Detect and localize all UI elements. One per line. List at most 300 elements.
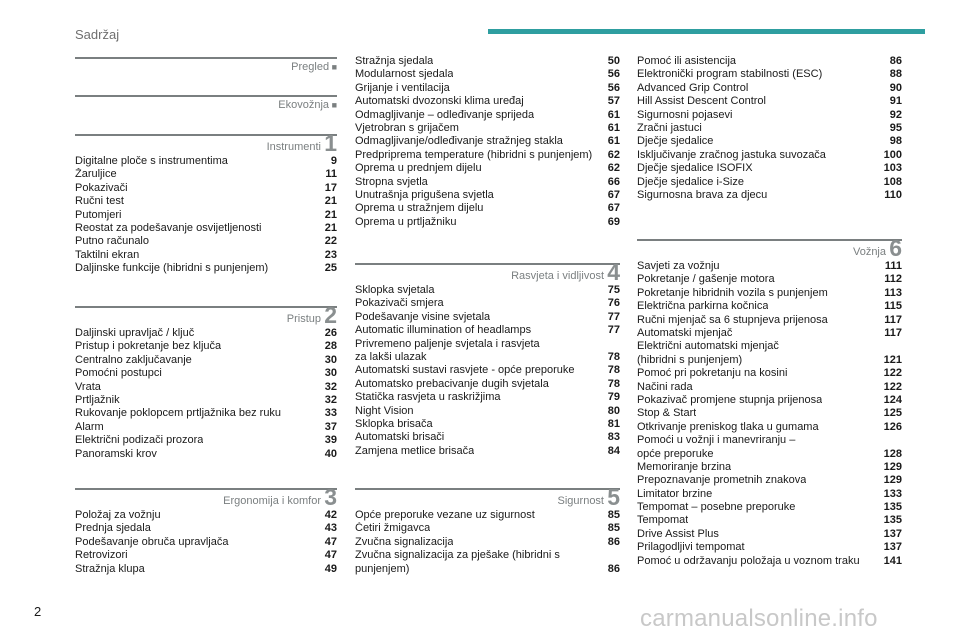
toc-entry[interactable] — [355, 522, 620, 535]
toc-entry[interactable] — [355, 391, 620, 404]
toc-entry-title: Dječje sjedalice i-Size — [637, 175, 744, 188]
toc-entry[interactable] — [355, 364, 620, 377]
toc-entry[interactable] — [355, 135, 620, 148]
toc-entry-list — [75, 327, 337, 461]
toc-entry-title: Zvučna signalizacija — [355, 535, 454, 548]
toc-entry[interactable] — [355, 122, 620, 135]
section-title — [558, 495, 604, 507]
section-heading — [75, 130, 337, 156]
toc-entry-page: 86 — [607, 535, 620, 548]
toc-entry[interactable] — [637, 55, 902, 68]
toc-entry[interactable] — [355, 202, 620, 215]
toc-entry-title: Stražnja klupa — [75, 562, 145, 575]
section-heading — [355, 259, 620, 285]
chapter-number: 4 — [607, 259, 620, 285]
toc-entry[interactable] — [355, 338, 620, 365]
toc-entry-title: Automatic illumination of headlamps — [355, 324, 532, 337]
toc-entry[interactable] — [355, 216, 620, 229]
toc-entry-page: 30 — [324, 367, 337, 380]
toc-entry-title: Vjetrobran s grijačem — [355, 121, 459, 134]
toc-entry[interactable] — [637, 135, 902, 148]
toc-entry-title: Ručni mjenjač sa 6 stupnjeva prijenosa — [637, 313, 828, 326]
toc-entry-title: Predpriprema temperature (hibridni s punjenjem) — [355, 148, 593, 161]
toc-entry-page: 90 — [889, 81, 902, 94]
toc-entry-page: 56 — [607, 81, 620, 94]
toc-entry-page: 111 — [884, 259, 902, 272]
toc-entry-title: Pomoć pri pokretanju na kosini — [637, 367, 788, 380]
toc-entry[interactable] — [637, 176, 902, 189]
toc-entry[interactable] — [637, 122, 902, 135]
section-title-text: Sigurnost — [557, 495, 604, 507]
toc-entry-line-2 — [355, 563, 620, 576]
toc-entry-page: 69 — [607, 215, 620, 228]
toc-entry[interactable] — [355, 431, 620, 444]
toc-entry-title: Advanced Grip Control — [637, 81, 749, 94]
toc-entry-title: Prepoznavanje prometnih znakova — [637, 474, 807, 487]
toc-section — [355, 484, 620, 576]
toc-entry-title: Električna parkirna kočnica — [637, 300, 769, 313]
toc-entry-title: Modularnost sjedala — [355, 68, 454, 81]
section-title-text: Pristup — [286, 313, 321, 325]
toc-entry[interactable] — [355, 418, 620, 431]
toc-entry-title: Ručni test — [75, 195, 124, 208]
toc-entry-title: Automatski dvozonski klima uređaj — [355, 95, 524, 108]
toc-entry-title: Opće preporuke vezane uz sigurnost — [355, 508, 535, 521]
toc-entry-page: 79 — [607, 391, 620, 404]
toc-entry-title: Sigurnosna brava za djecu — [637, 188, 768, 201]
toc-entry[interactable] — [637, 555, 902, 568]
toc-entry-title: Podešavanje obruča upravljača — [75, 535, 229, 548]
watermark: carmanualsonline.info — [640, 605, 878, 632]
toc-entry-title: Pokazivač promjene stupnja prijenosa — [637, 393, 823, 406]
toc-entry-title: Stop & Start — [637, 407, 697, 420]
toc-entry[interactable] — [637, 421, 902, 434]
toc-entry-title-line-1: Električni automatski mjenjač — [637, 340, 779, 353]
toc-entry-page: 30 — [324, 353, 337, 366]
toc-entry-page: 133 — [883, 487, 902, 500]
section-title-text: Ekovožnja — [278, 99, 330, 111]
toc-section — [75, 95, 337, 114]
toc-entry-page: 125 — [883, 407, 902, 420]
toc-entry-page: 81 — [607, 417, 620, 430]
toc-entry-page: 23 — [324, 248, 337, 261]
toc-entry[interactable] — [75, 249, 337, 262]
toc-entry[interactable] — [355, 509, 620, 522]
toc-entry-title: Rukovanje poklopcem prtljažnika bez ruku — [75, 407, 282, 420]
toc-section — [75, 57, 337, 76]
section-bullet-icon: ■ — [329, 62, 337, 72]
toc-entry-page: 61 — [607, 108, 620, 121]
toc-entry-page: 56 — [607, 68, 620, 81]
toc-entry-title: Podešavanje visine svjetala — [355, 310, 491, 323]
toc-entry-page: 121 — [883, 353, 902, 366]
toc-entry-page: 33 — [324, 407, 337, 420]
toc-entry-page: 117 — [884, 313, 902, 326]
toc-entry-title: Stražnja sjedala — [355, 54, 434, 67]
toc-entry-title: Elektronički program stabilnosti (ESC) — [637, 68, 823, 81]
toc-entry[interactable] — [637, 501, 902, 514]
toc-entry-title: Pokazivači — [75, 181, 128, 194]
section-title — [511, 270, 604, 282]
toc-entry-page: 25 — [324, 262, 337, 275]
toc-entry[interactable] — [637, 300, 902, 313]
toc-entry[interactable] — [75, 182, 337, 195]
toc-entry[interactable] — [355, 445, 620, 458]
toc-entry-title: Reostat za podešavanje osvijetljenosti — [75, 221, 262, 234]
toc-entry[interactable] — [355, 95, 620, 108]
toc-entry[interactable] — [637, 461, 902, 474]
toc-entry[interactable] — [75, 536, 337, 549]
toc-entry-title: Sklopka brisača — [355, 417, 433, 430]
toc-entry-title: Hill Assist Descent Control — [637, 95, 766, 108]
section-title — [291, 61, 337, 73]
toc-section — [355, 55, 620, 229]
toc-entry-title: Odmagljivanje/odleđivanje stražnjeg stakla — [355, 135, 563, 148]
toc-entry-title: Oprema u prtljažniku — [355, 215, 457, 228]
toc-entry-page: 78 — [607, 364, 620, 377]
toc-entry[interactable] — [637, 407, 902, 420]
toc-entry[interactable] — [637, 541, 902, 554]
toc-entry-title: Savjeti za vožnju — [637, 259, 720, 272]
toc-entry-page: 67 — [607, 188, 620, 201]
toc-entry[interactable] — [355, 536, 620, 549]
toc-entry-title: Prtljažnik — [75, 393, 120, 406]
toc-entry[interactable] — [637, 514, 902, 527]
toc-entry-page: 129 — [883, 474, 902, 487]
toc-entry[interactable] — [637, 314, 902, 327]
toc-entry-page: 43 — [324, 522, 337, 535]
toc-entry[interactable] — [75, 434, 337, 447]
toc-entry-page: 49 — [324, 562, 337, 575]
section-title-text: Instrumenti — [266, 141, 321, 153]
chapter-number: 6 — [889, 235, 902, 261]
toc-entry-title: Dječje sjedalice — [637, 135, 714, 148]
toc-entry-page: 137 — [883, 527, 902, 540]
toc-entry[interactable] — [355, 284, 620, 297]
chapter-number: 5 — [607, 484, 620, 510]
section-heading — [637, 235, 902, 261]
toc-entry-page: 83 — [607, 431, 620, 444]
toc-entry-page: 108 — [883, 175, 902, 188]
toc-entry[interactable] — [355, 55, 620, 68]
toc-entry[interactable] — [637, 394, 902, 407]
toc-entry-title: Automatski mjenjač — [637, 326, 733, 339]
toc-entry[interactable] — [75, 522, 337, 535]
toc-entry-title: Putomjeri — [75, 208, 122, 221]
toc-entry-title-line-2: za lakši ulazak — [355, 350, 427, 363]
toc-entry[interactable] — [355, 324, 620, 337]
toc-entry[interactable] — [355, 162, 620, 175]
toc-entry-page: 21 — [324, 195, 337, 208]
toc-entry-page: 9 — [330, 154, 337, 167]
toc-entry-title: Načini rada — [637, 380, 693, 393]
toc-entry[interactable] — [637, 82, 902, 95]
toc-entry-page: 62 — [607, 162, 620, 175]
toc-entry[interactable] — [355, 189, 620, 202]
toc-entry-title: Centralno zaključavanje — [75, 353, 192, 366]
section-title-text: Vožnja — [852, 246, 886, 258]
toc-entry-title: Sigurnosni pojasevi — [637, 108, 733, 121]
toc-entry-page: 103 — [883, 162, 902, 175]
toc-entry-page: 137 — [883, 541, 902, 554]
toc-entry[interactable] — [75, 168, 337, 181]
toc-entry-title: Memoriranje brzina — [637, 460, 732, 473]
section-title — [287, 313, 321, 325]
toc-entry[interactable] — [355, 68, 620, 81]
toc-entry[interactable] — [637, 95, 902, 108]
toc-entry-title: Limitator brzine — [637, 487, 713, 500]
toc-entry-page: 88 — [889, 68, 902, 81]
toc-entry-page: 110 — [884, 188, 902, 201]
toc-entry-title: Automatsko prebacivanje dugih svjetala — [355, 377, 549, 390]
toc-section — [355, 259, 620, 458]
toc-entry-page: 91 — [889, 95, 902, 108]
toc-entry[interactable] — [355, 176, 620, 189]
toc-entry[interactable] — [75, 563, 337, 576]
toc-entry-title: Drive Assist Plus — [637, 527, 719, 540]
section-title — [223, 495, 321, 507]
toc-section — [637, 55, 902, 202]
toc-entry[interactable] — [637, 434, 902, 461]
toc-entry-page: 57 — [607, 95, 620, 108]
toc-entry[interactable] — [355, 109, 620, 122]
toc-entry[interactable] — [75, 195, 337, 208]
toc-entry-title: Digitalne ploče s instrumentima — [75, 154, 228, 167]
toc-entry-title: Električni podizači prozora — [75, 434, 204, 447]
toc-entry[interactable] — [355, 549, 620, 576]
toc-entry[interactable] — [637, 68, 902, 81]
toc-entry-title-line-1: Pomoći u vožnji i manevriranju – — [637, 434, 796, 447]
toc-entry-page: 135 — [883, 501, 902, 514]
section-heading — [355, 484, 620, 510]
toc-entry[interactable] — [75, 222, 337, 235]
toc-entry-line-2 — [355, 351, 620, 364]
toc-entry-title: Panoramski krov — [75, 447, 157, 460]
toc-entry-title: Odmagljivanje – odleđivanje sprijeda — [355, 108, 535, 121]
toc-entry[interactable] — [75, 155, 337, 168]
toc-entry-page: 77 — [607, 310, 620, 323]
toc-entry[interactable] — [355, 149, 620, 162]
toc-entry-page: 141 — [883, 554, 902, 567]
toc-entry[interactable] — [355, 405, 620, 418]
toc-entry-page: 21 — [324, 208, 337, 221]
toc-entry-page: 129 — [883, 460, 902, 473]
toc-entry-title: Pokazivači smjera — [355, 297, 444, 310]
toc-section — [75, 130, 337, 276]
toc-entry[interactable] — [637, 109, 902, 122]
section-heading — [75, 302, 337, 328]
section-heading — [75, 484, 337, 510]
toc-entry-title: Pristup i pokretanje bez ključa — [75, 340, 222, 353]
toc-entry-list — [637, 55, 902, 202]
toc-entry-page: 98 — [889, 135, 902, 148]
toc-entry[interactable] — [75, 394, 337, 407]
toc-entry-page: 78 — [607, 377, 620, 390]
toc-entry-page: 126 — [883, 420, 902, 433]
toc-entry[interactable] — [75, 235, 337, 248]
toc-entry-title: Pomoć ili asistencija — [637, 54, 737, 67]
toc-entry[interactable] — [637, 488, 902, 501]
toc-entry-title: Night Vision — [355, 404, 414, 417]
toc-entry[interactable] — [637, 381, 902, 394]
toc-entry-line-2 — [637, 448, 902, 461]
toc-entry-page: 37 — [324, 420, 337, 433]
toc-entry-page: 11 — [325, 168, 337, 181]
toc-entry-page: 100 — [883, 148, 902, 161]
toc-entry[interactable] — [75, 381, 337, 394]
toc-entry-title: Daljinske funkcije (hibridni s punjenjem) — [75, 262, 269, 275]
section-title — [267, 141, 321, 153]
toc-entry-title: Zamjena metlice brisača — [355, 444, 475, 457]
toc-entry[interactable] — [637, 340, 902, 367]
toc-entry[interactable] — [75, 421, 337, 434]
toc-entry[interactable] — [75, 367, 337, 380]
toc-entry-page: 66 — [607, 175, 620, 188]
toc-entry-page: 47 — [324, 549, 337, 562]
toc-entry-list — [75, 509, 337, 576]
toc-entry-page: 112 — [884, 273, 902, 286]
toc-entry-page: 17 — [324, 181, 337, 194]
toc-entry-page: 77 — [607, 324, 620, 337]
toc-entry-page: 67 — [607, 202, 620, 215]
toc-entry-list — [355, 509, 620, 576]
toc-entry[interactable] — [637, 260, 902, 273]
toc-entry-title: Žaruljice — [75, 168, 117, 181]
toc-entry-title: Stropna svjetla — [355, 175, 428, 188]
toc-section — [75, 484, 337, 576]
toc-entry-page: 39 — [324, 434, 337, 447]
toc-entry[interactable] — [75, 448, 337, 461]
toc-entry[interactable] — [355, 378, 620, 391]
toc-entry[interactable] — [637, 162, 902, 175]
toc-entry-title: Tempomat — [637, 514, 689, 527]
toc-entry-title: Daljinski upravljač / ključ — [75, 326, 195, 339]
toc-entry-page: 62 — [607, 148, 620, 161]
toc-entry-title-line-2: opće preporuke — [637, 447, 714, 460]
toc-entry-title-line-1: Privremeno paljenje svjetala i rasvjeta — [355, 337, 540, 350]
chapter-number: 3 — [324, 484, 337, 510]
toc-entry[interactable] — [355, 297, 620, 310]
toc-entry-page: 84 — [607, 444, 620, 457]
toc-entry[interactable] — [75, 509, 337, 522]
toc-entry-page: 26 — [324, 326, 337, 339]
toc-entry-page: 85 — [607, 522, 620, 535]
toc-entry[interactable] — [75, 209, 337, 222]
toc-section — [75, 302, 337, 461]
toc-entry[interactable] — [637, 367, 902, 380]
toc-entry[interactable] — [637, 149, 902, 162]
toc-entry-page: 124 — [883, 393, 902, 406]
toc-entry-title: Dječje sjedalice ISOFIX — [637, 162, 753, 175]
section-heading — [75, 97, 337, 111]
toc-entry-page: 32 — [324, 380, 337, 393]
toc-entry-page: 122 — [883, 367, 902, 380]
toc-entry-title: Statička rasvjeta u raskrižjima — [355, 391, 501, 404]
toc-entry-title: Zračni jastuci — [637, 121, 702, 134]
toc-entry[interactable] — [75, 340, 337, 353]
toc-entry-title: Taktilni ekran — [75, 248, 140, 261]
toc-entry-title: Grijanje i ventilacija — [355, 81, 450, 94]
toc-entry[interactable] — [75, 327, 337, 340]
toc-entry[interactable] — [637, 273, 902, 286]
toc-entry-title: Pomoć u održavanju položaja u voznom traku — [637, 554, 860, 567]
toc-entry-title: Isključivanje zračnog jastuka suvozača — [637, 148, 826, 161]
toc-entry-title-line-2: (hibridni s punjenjem) — [637, 353, 743, 366]
toc-entry[interactable] — [637, 327, 902, 340]
toc-entry-page: 61 — [607, 135, 620, 148]
toc-entry[interactable] — [637, 287, 902, 300]
toc-entry-page: 75 — [607, 283, 620, 296]
toc-entry-page: 21 — [324, 221, 337, 234]
toc-entry-title: Prilagodljivi tempomat — [637, 541, 745, 554]
toc-entry-page: 92 — [889, 108, 902, 121]
chapter-number: 1 — [324, 130, 337, 156]
toc-entry-page: 76 — [607, 297, 620, 310]
section-title — [853, 246, 886, 258]
toc-entry-title: Vrata — [75, 380, 101, 393]
toc-entry-page: 115 — [884, 300, 902, 313]
toc-entry[interactable] — [75, 549, 337, 562]
toc-entry-page: 86 — [607, 562, 620, 575]
toc-entry-title: Alarm — [75, 420, 104, 433]
header-accent-bar — [488, 29, 925, 34]
toc-entry-page: 117 — [884, 326, 902, 339]
toc-entry[interactable] — [355, 311, 620, 324]
toc-entry-title: Retrovizori — [75, 549, 128, 562]
toc-entry-page: 80 — [607, 404, 620, 417]
toc-entry[interactable] — [355, 82, 620, 95]
toc-entry-page: 113 — [884, 286, 902, 299]
toc-entry[interactable] — [75, 354, 337, 367]
page-header-title: Sadržaj — [75, 27, 120, 42]
toc-entry-page: 32 — [324, 393, 337, 406]
toc-entry[interactable] — [637, 474, 902, 487]
toc-section — [637, 235, 902, 568]
toc-entry[interactable] — [637, 189, 902, 202]
toc-entry-line-2 — [637, 354, 902, 367]
section-title-text: Rasvjeta i vidljivost — [511, 270, 604, 282]
toc-entry-page: 86 — [889, 54, 902, 67]
toc-entry-title: Pokretanje / gašenje motora — [637, 273, 775, 286]
toc-entry-title: Otkrivanje preniskog tlaka u gumama — [637, 420, 819, 433]
toc-entry-title-line-1: Zvučna signalizacija za pješake (hibridni s — [355, 549, 560, 562]
toc-entry-title: Pokretanje hibridnih vozila s punjenjem — [637, 286, 828, 299]
toc-entry[interactable] — [637, 528, 902, 541]
toc-entry-page: 22 — [324, 235, 337, 248]
toc-entry[interactable] — [75, 262, 337, 275]
toc-entry-page: 61 — [607, 121, 620, 134]
toc-entry-title-line-2: punjenjem) — [355, 562, 410, 575]
toc-entry-page: 122 — [883, 380, 902, 393]
toc-entry-title: Unutrašnja prigušena svjetla — [355, 188, 494, 201]
section-title-text: Ergonomija i komfor — [223, 495, 321, 507]
page-number: 2 — [34, 604, 42, 619]
toc-entry-title: Oprema u prednjem dijelu — [355, 162, 482, 175]
section-title — [278, 99, 337, 111]
toc-entry-page: 78 — [607, 350, 620, 363]
toc-entry-title: Sklopka svjetala — [355, 283, 435, 296]
toc-entry-page: 135 — [883, 514, 902, 527]
toc-entry-page: 85 — [607, 508, 620, 521]
toc-entry-list — [355, 55, 620, 229]
section-title-text: Pregled — [291, 61, 330, 73]
toc-entry-title: Položaj za vožnju — [75, 508, 161, 521]
toc-entry-title: Automatski brisači — [355, 431, 445, 444]
toc-entry-page: 42 — [324, 508, 337, 521]
toc-entry-page: 95 — [889, 121, 902, 134]
toc-entry[interactable] — [75, 407, 337, 420]
toc-entry-page: 28 — [324, 340, 337, 353]
